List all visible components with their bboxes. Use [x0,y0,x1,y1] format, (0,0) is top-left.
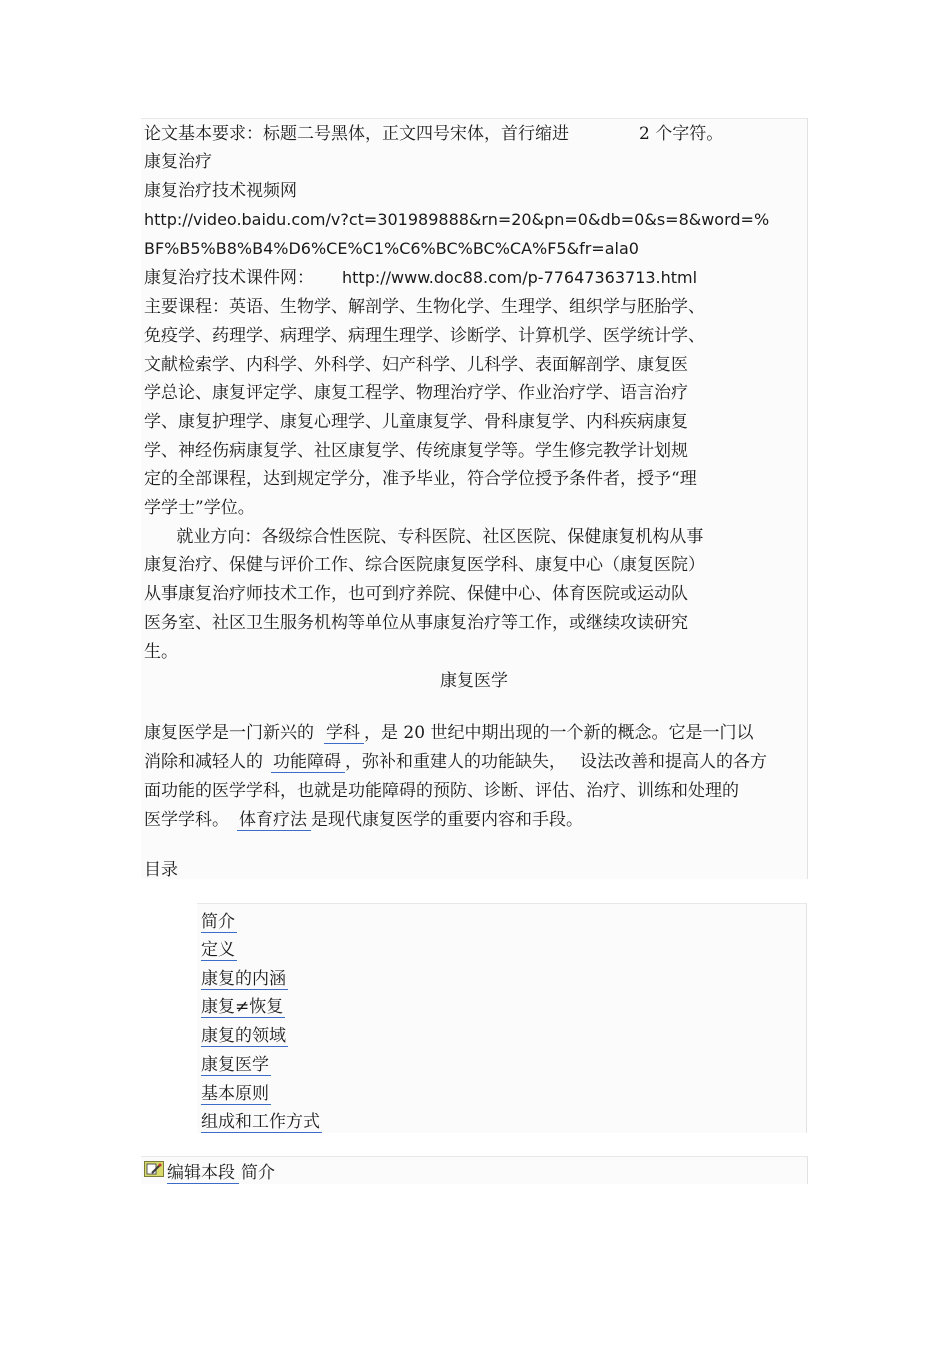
courseware-url[interactable]: http://www.doc88.com/p-77647363713.html [342,268,698,287]
career-line: 生。 [144,642,178,662]
requirement-indent: 2 个字符。 [639,124,724,144]
definition-text: 消除和减轻人的 [144,752,263,772]
definition-text: ，弥补和重建人的功能缺失， [345,752,566,772]
courseware-label: 康复治疗技术课件网： [144,268,314,288]
link-xueke[interactable]: 学科 [324,723,364,744]
definition-text: 医学学科。 [144,810,229,830]
definition-line [144,723,753,743]
courses-line: 免疫学、药理学、病理学、病理生理学、诊断学、计算机学、医学统计学、 [144,326,705,346]
career-line: 就业方向：各级综合性医院、专科医院、社区医院、保健康复机构从事 [144,527,704,547]
courses-line: 学学士”学位。 [144,498,255,518]
toc-item-dingyi[interactable]: 定义 [201,940,235,960]
video-url-line-1[interactable]: http://video.baidu.com/v?ct=301989888&rn=20&pn=0&db=0&s=8&word=% [144,210,770,229]
section-title: 康复医学 [440,671,508,691]
courses-line: 学、康复护理学、康复心理学、儿童康复学、骨科康复学、内科疾病康复 [144,412,688,432]
edit-section-link[interactable]: 编辑本段 [167,1163,239,1184]
definition-text: 设法改善和提高人的各方 [580,752,767,772]
definition-line [144,752,767,772]
definition-line: 面功能的医学学科，也就是功能障碍的预防、诊断、评估、治疗、训练和处理的 [144,781,739,801]
definition-text: ，是 20 世纪中期出现的一个新的概念。它是一门以 [364,723,754,743]
requirement-text: 论文基本要求：标题二号黑体，正文四号宋体，首行缩进 [144,124,569,144]
toc-item-lingyu[interactable]: 康复的领域 [201,1026,286,1046]
toc-panel [197,903,807,1133]
doc-title: 康复治疗 [144,152,212,172]
definition-text: 是现代康复医学的重要内容和手段。 [311,810,583,830]
video-site-label: 康复治疗技术视频网 [144,181,297,201]
courses-line: 学、神经伤病康复学、社区康复学、传统康复学等。学生修完教学计划规 [144,441,688,461]
requirement-line [144,124,723,144]
courses-line: 定的全部课程，达到规定学分，准予毕业，符合学位授予条件者，授予“理 [144,469,697,489]
edit-section-row [167,1163,275,1183]
definition-text: 康复医学是一门新兴的 [144,723,314,743]
courses-line: 主要课程：英语、生物学、解剖学、生物化学、生理学、组织学与胚胎学、 [144,297,705,317]
courses-line: 文献检索学、内科学、外科学、妇产科学、儿科学、表面解剖学、康复医 [144,355,688,375]
toc-item-kangfu-yixue[interactable]: 康复医学 [201,1055,269,1075]
toc-heading: 目录 [144,860,178,880]
edit-section-heading: 简介 [241,1163,275,1183]
edit-icon[interactable] [144,1161,164,1177]
toc-item-jiben-yuanze[interactable]: 基本原则 [201,1084,269,1104]
video-url-line-2[interactable]: BF%B5%B8%B4%D6%CE%C1%C6%BC%BC%CA%F5&fr=ala0 [144,239,639,258]
toc-item-kangfu-huifu[interactable]: 康复≠恢复 [201,997,284,1017]
courseware-line [144,268,697,288]
definition-line [144,810,583,830]
link-gongneng-zhangai[interactable]: 功能障碍 [271,752,345,773]
toc-item-neihan[interactable]: 康复的内涵 [201,969,286,989]
courses-line: 学总论、康复评定学、康复工程学、物理治疗学、作业治疗学、语言治疗 [144,383,688,403]
toc-item-zucheng[interactable]: 组成和工作方式 [201,1112,320,1132]
career-line: 医务室、社区卫生服务机构等单位从事康复治疗等工作，或继续攻读研究 [144,613,688,633]
toc-item-jianjie[interactable]: 简介 [201,912,235,932]
career-line: 康复治疗、保健与评价工作、综合医院康复医学科、康复中心（康复医院） [144,555,705,575]
link-tiyu-liaofa[interactable]: 体育疗法 [237,810,311,831]
career-line: 从事康复治疗师技术工作，也可到疗养院、保健中心、体育医院或运动队 [144,584,688,604]
